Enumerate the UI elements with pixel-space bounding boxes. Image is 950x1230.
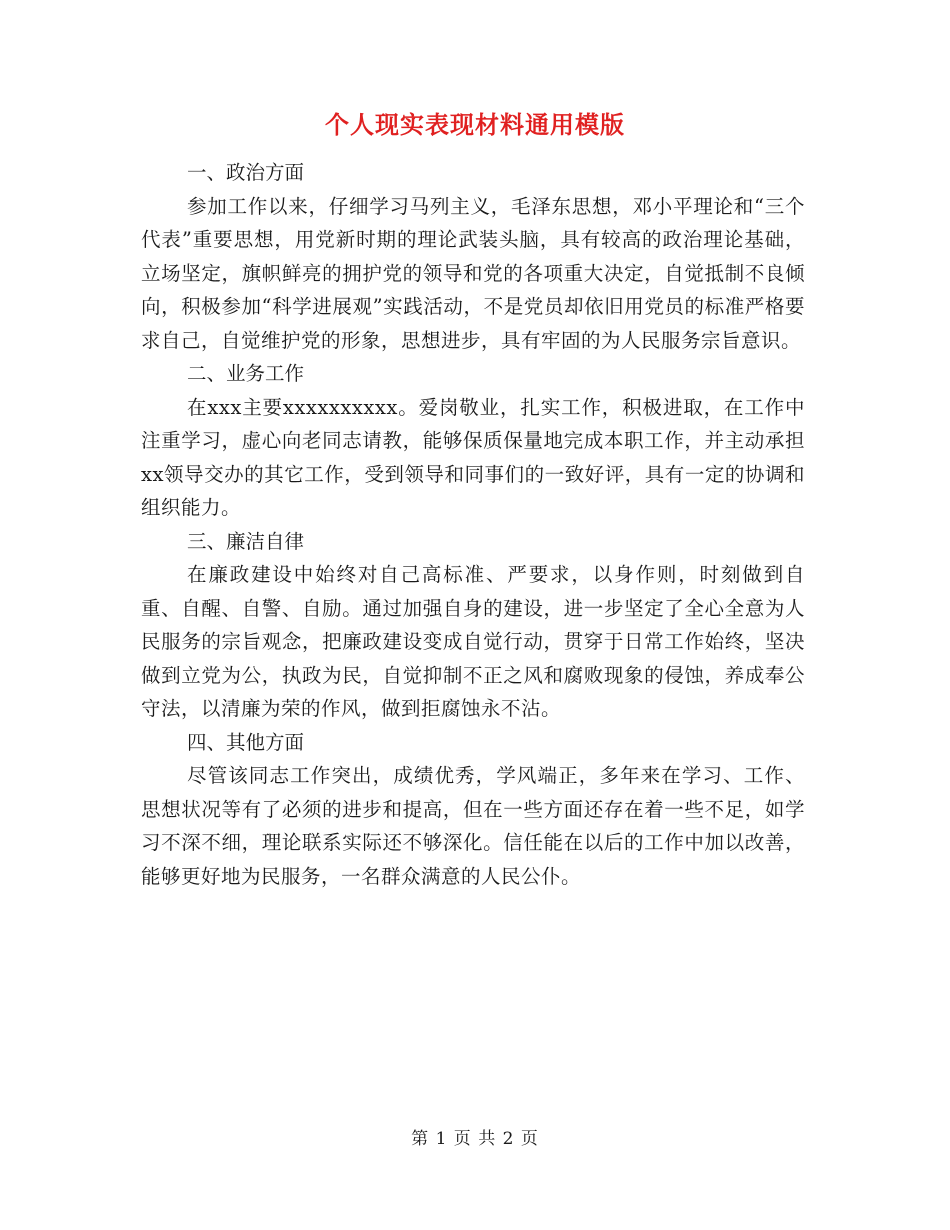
section-paragraph: 参加工作以来，仔细学习马列主义，毛泽东思想，邓小平理论和“三个代表”重要思想，用党新时期的理论武装头脑，具有较高的政治理论基础，立场坚定，旗帜鲜亮的拥护党的领导和党的各项重大决定，自觉抵制不良倾向，积极参加“科学进展观”实践活动，不是党员却依旧用党员的标准严格要求自己，自觉维护党的形象，思想进步，具有牢固的为人民服务宗旨意识。 bbox=[141, 194, 805, 352]
section-other bbox=[141, 726, 805, 894]
section-heading: 四、其他方面 bbox=[187, 730, 305, 754]
section-paragraph: 尽管该同志工作突出，成绩优秀，学风端正，多年来在学习、工作、思想状况等有了必须的进步和提高，但在一些方面还存在着一些不足，如学习不深不细，理论联系实际还不够深化。信任能在以后的工作中加以改善，能够更好地为民服务，一名群众满意的人民公仆。 bbox=[141, 764, 805, 888]
section-heading: 三、廉洁自律 bbox=[187, 529, 305, 553]
document-title: 个人现实表现材料通用模版 bbox=[325, 110, 625, 139]
section-heading: 二、业务工作 bbox=[187, 362, 305, 385]
section-paragraph: 在xxx主要xxxxxxxxxx。爱岗敬业，扎实工作，积极进取，在工作中注重学习，虚心向老同志请教，能够保质保量地完成本职工作，并主动承担xx领导交办的其它工作，受到领导和同事们的一致好评，具有一定的协调和组织能力。 bbox=[141, 395, 805, 519]
section-paragraph: 在廉政建设中始终对自己高标准、严要求，以身作则，时刻做到自重、自醒、自警、自励。通过加强自身的建设，进一步坚定了全心全意为人民服务的宗旨观念，把廉政建设变成自觉行动，贯穿于日常工作始终，坚决做到立党为公，执政为民，自觉抑制不正之风和腐败现象的侵蚀，养成奉公守法，以清廉为荣的作风，做到拒腐蚀永不沾。 bbox=[141, 563, 805, 720]
section-integrity bbox=[141, 525, 805, 726]
section-business bbox=[141, 357, 805, 525]
page-footer: 第 1 页 共 2 页 bbox=[411, 1129, 539, 1149]
document-body bbox=[141, 156, 805, 893]
section-politics bbox=[141, 156, 805, 357]
section-heading: 一、政治方面 bbox=[187, 161, 305, 184]
